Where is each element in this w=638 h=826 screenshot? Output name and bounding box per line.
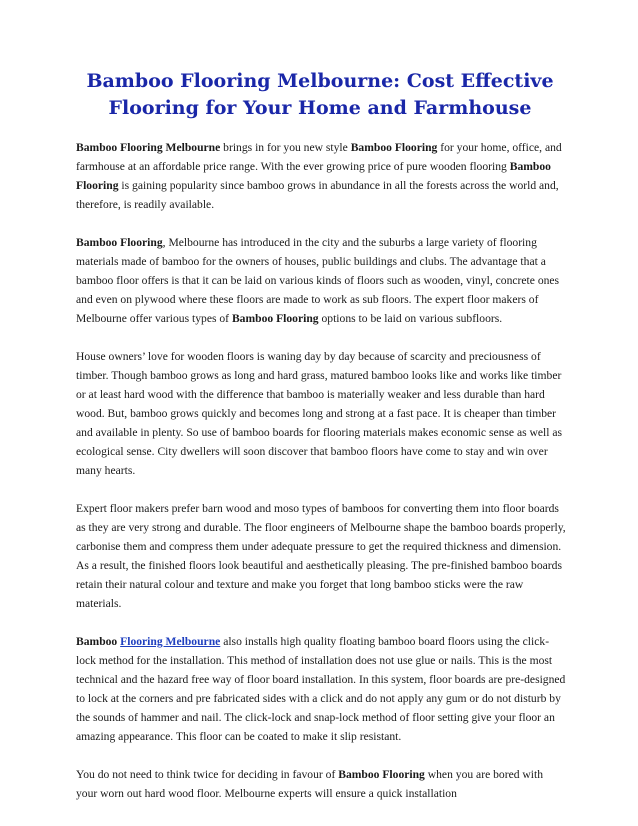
text-run: , Melbourne has introduced in the city and the suburbs a large variety of flooring materials made of bamboo for the owners of houses, public buildings and clubs. The advantage that a bamboo floor offers is that it can be laid on various kinds of floors such as wooden, vinyl, concrete ones and even on plywood where these floors are made to work as sub floors. The expert floor makers of Melbourne offer various types of [76,236,560,325]
text-run: options to be laid on various subfloors. [318,312,503,325]
text-run: You do not need to think twice for deciding in favour of [76,768,339,781]
bold-phrase: Bamboo Flooring [350,141,438,154]
bold-phrase: Bamboo Flooring [76,160,551,192]
paragraph-2 [76,233,566,328]
bold-phrase: Bamboo Flooring Melbourne [76,141,221,154]
text-run: also installs high quality floating bamboo board floors using the click-lock method for the installation. This method of installation does not use glue or nails. This is the most technical and the hazard free way of floor board installation. In this system, floor boards are pre-designed to lock at the corners and pre fabricated sides with a click and do not apply any gum or do not disturb by the sounds of hammer and nail. The click-lock and snap-lock method of floor setting give your floor an amazing appearance. This floor can be coated to make it slip resistant. [76,635,566,743]
paragraph-4: Expert floor makers prefer barn wood and moso types of bamboos for converting them into floor boards as they are very strong and durable. The floor engineers of Melbourne shape the bamboo boards properly, carbonise them and compress them under adequate pressure to get the required thickness and dimension. As a result, the finished floors look beautiful and aesthetically pleasing. The pre-finished bamboo boards retain their natural colour and texture and make you forget that long bamboo sticks were the raw materials. [76,502,566,610]
article-body [76,138,566,822]
paragraph-3: House owners’ love for wooden floors is waning day by day because of scarcity and preciousness of timber. Though bamboo grows as long and hard grass, matured bamboo looks like and works like timber or at least hard wood with the difference that bamboo is materially weaker and less durable than hard wood. But, bamboo grows quickly and becomes long and strong at a fast pace. It is cheaper than timber and available in plenty. So use of bamboo boards for flooring materials makes economic sense as well as ecological sense. City dwellers will soon discover that bamboo floors have come to stay and win over many hearts. [76,350,563,477]
paragraph-5 [76,632,566,746]
text-run: is gaining popularity since bamboo grows in abundance in all the forests across the world and, therefore, is readily available. [76,179,559,211]
text-run: for your home, office, and farmhouse at an affordable price range. With the ever growing price of pure wooden flooring [76,141,562,173]
text-run: when you are bored with your worn out hard wood floor. Melbourne experts will ensure a quick installation [76,768,544,800]
bold-phrase: Bamboo Flooring [76,236,163,249]
bold-phrase: Bamboo [76,635,118,648]
paragraph-6 [76,765,566,803]
page-title: Bamboo Flooring Melbourne: Cost Effective Flooring for Your Home and Farmhouse [86,70,554,119]
flooring-melbourne-link[interactable]: Flooring Melbourne [120,635,221,648]
bold-phrase: Bamboo Flooring [338,768,425,781]
bold-phrase: Bamboo Flooring [231,312,319,325]
paragraph-1 [76,138,566,214]
text-run: brings in for you new style [220,141,351,154]
